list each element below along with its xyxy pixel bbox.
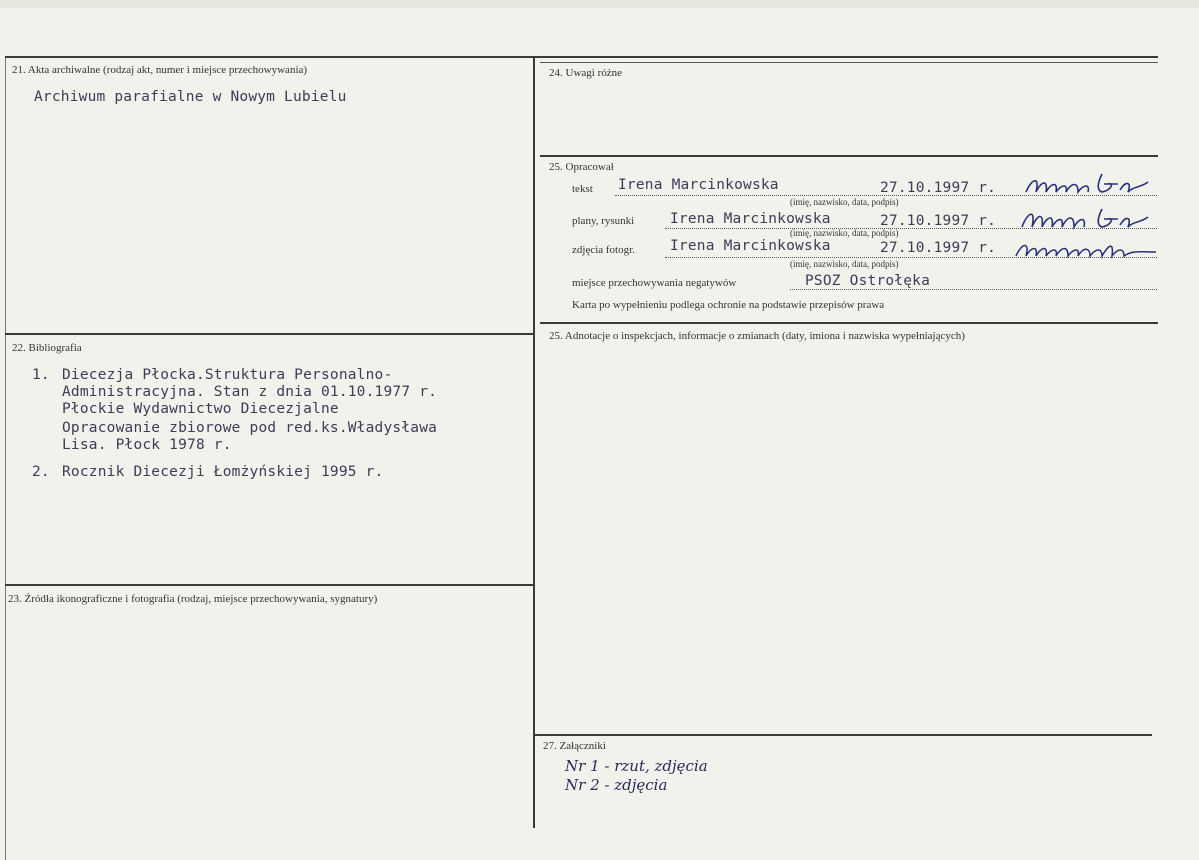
left-border <box>5 58 6 860</box>
rule-24-25 <box>540 155 1158 157</box>
rule-22-23 <box>5 584 533 586</box>
field25-label: 25. Opracował <box>549 161 614 173</box>
row-tekst-date: 27.10.1997 r. <box>880 180 997 196</box>
row-zdjecia-label: zdjęcia fotogr. <box>572 244 635 256</box>
signature-plany <box>1014 203 1154 233</box>
bibliography-item-1-line-1: Diecezja Płocka.Struktura Personalno- <box>62 367 393 383</box>
row-zdjecia-date: 27.10.1997 r. <box>880 240 997 256</box>
bibliography-item-2-num: 2. <box>32 464 50 480</box>
field22-label: 22. Bibliografia <box>12 342 82 354</box>
field24-label: 24. Uwagi różne <box>549 67 623 79</box>
field21-label: 21. Akta archiwalne (rodzaj akt, numer i miejsce przechowywania) <box>12 64 308 76</box>
protection-note: Karta po wypełnieniu podlega ochronie na podstawie przepisów prawa <box>572 299 885 311</box>
bibliography-item-1-line-2: Administracyjna. Stan z dnia 01.10.1977 r. <box>62 384 438 400</box>
signature-tekst <box>1022 170 1152 200</box>
rule-26-27 <box>534 734 1152 736</box>
field26-label: 25. Adnotacje o inspekcjach, informacje o zmianach (daty, imiona i nazwiska wypełniających) <box>549 330 965 342</box>
negatives-dotted-line <box>790 289 1157 290</box>
bibliography-item-1-line-3: Płockie Wydawnictwo Diecezjalne <box>62 401 339 417</box>
row-tekst-caption: (imię, nazwisko, data, podpis) <box>790 197 899 207</box>
rule-21-22 <box>5 333 533 335</box>
row-zdjecia-caption: (imię, nazwisko, data, podpis) <box>790 259 899 269</box>
top-rule <box>5 56 1158 58</box>
bibliography-item-1-line-4: Opracowanie zbiorowe pod red.ks.Władysława <box>62 420 438 436</box>
field21-value: Archiwum parafialne w Nowym Lubielu <box>34 89 347 105</box>
bibliography-item-2-line-1: Rocznik Diecezji Łomżyńskiej 1995 r. <box>62 464 384 480</box>
bibliography-item-1-num: 1. <box>32 367 50 383</box>
attachment-item-2: Nr 2 - zdjęcia <box>565 776 668 794</box>
bibliography-item-1-line-5: Lisa. Płock 1978 r. <box>62 437 232 453</box>
rule-24-top <box>540 62 1158 63</box>
row-plany-label: plany, rysunki <box>572 215 635 227</box>
field27-label: 27. Załączniki <box>543 740 606 752</box>
row-zdjecia-name: Irena Marcinkowska <box>670 238 831 254</box>
row-tekst-name: Irena Marcinkowska <box>618 177 779 193</box>
rule-25-26 <box>540 322 1158 324</box>
row-plany-caption: (imię, nazwisko, data, podpis) <box>790 228 899 238</box>
row-plany-date: 27.10.1997 r. <box>880 213 997 229</box>
row-tekst-label: tekst <box>572 183 593 195</box>
negatives-label: miejsce przechowywania negatywów <box>572 277 737 289</box>
attachment-item-1: Nr 1 - rzut, zdjęcia <box>565 757 708 775</box>
center-divider <box>533 58 535 828</box>
field23-label: 23. Źródła ikonograficzne i fotografia (rodzaj, miejsce przechowywania, sygnatury) <box>8 593 378 605</box>
signature-zdjecia <box>1010 236 1160 262</box>
negatives-value: PSOZ Ostrołęka <box>805 273 931 289</box>
card-top-edge <box>0 0 1199 8</box>
row-plany-name: Irena Marcinkowska <box>670 211 831 227</box>
